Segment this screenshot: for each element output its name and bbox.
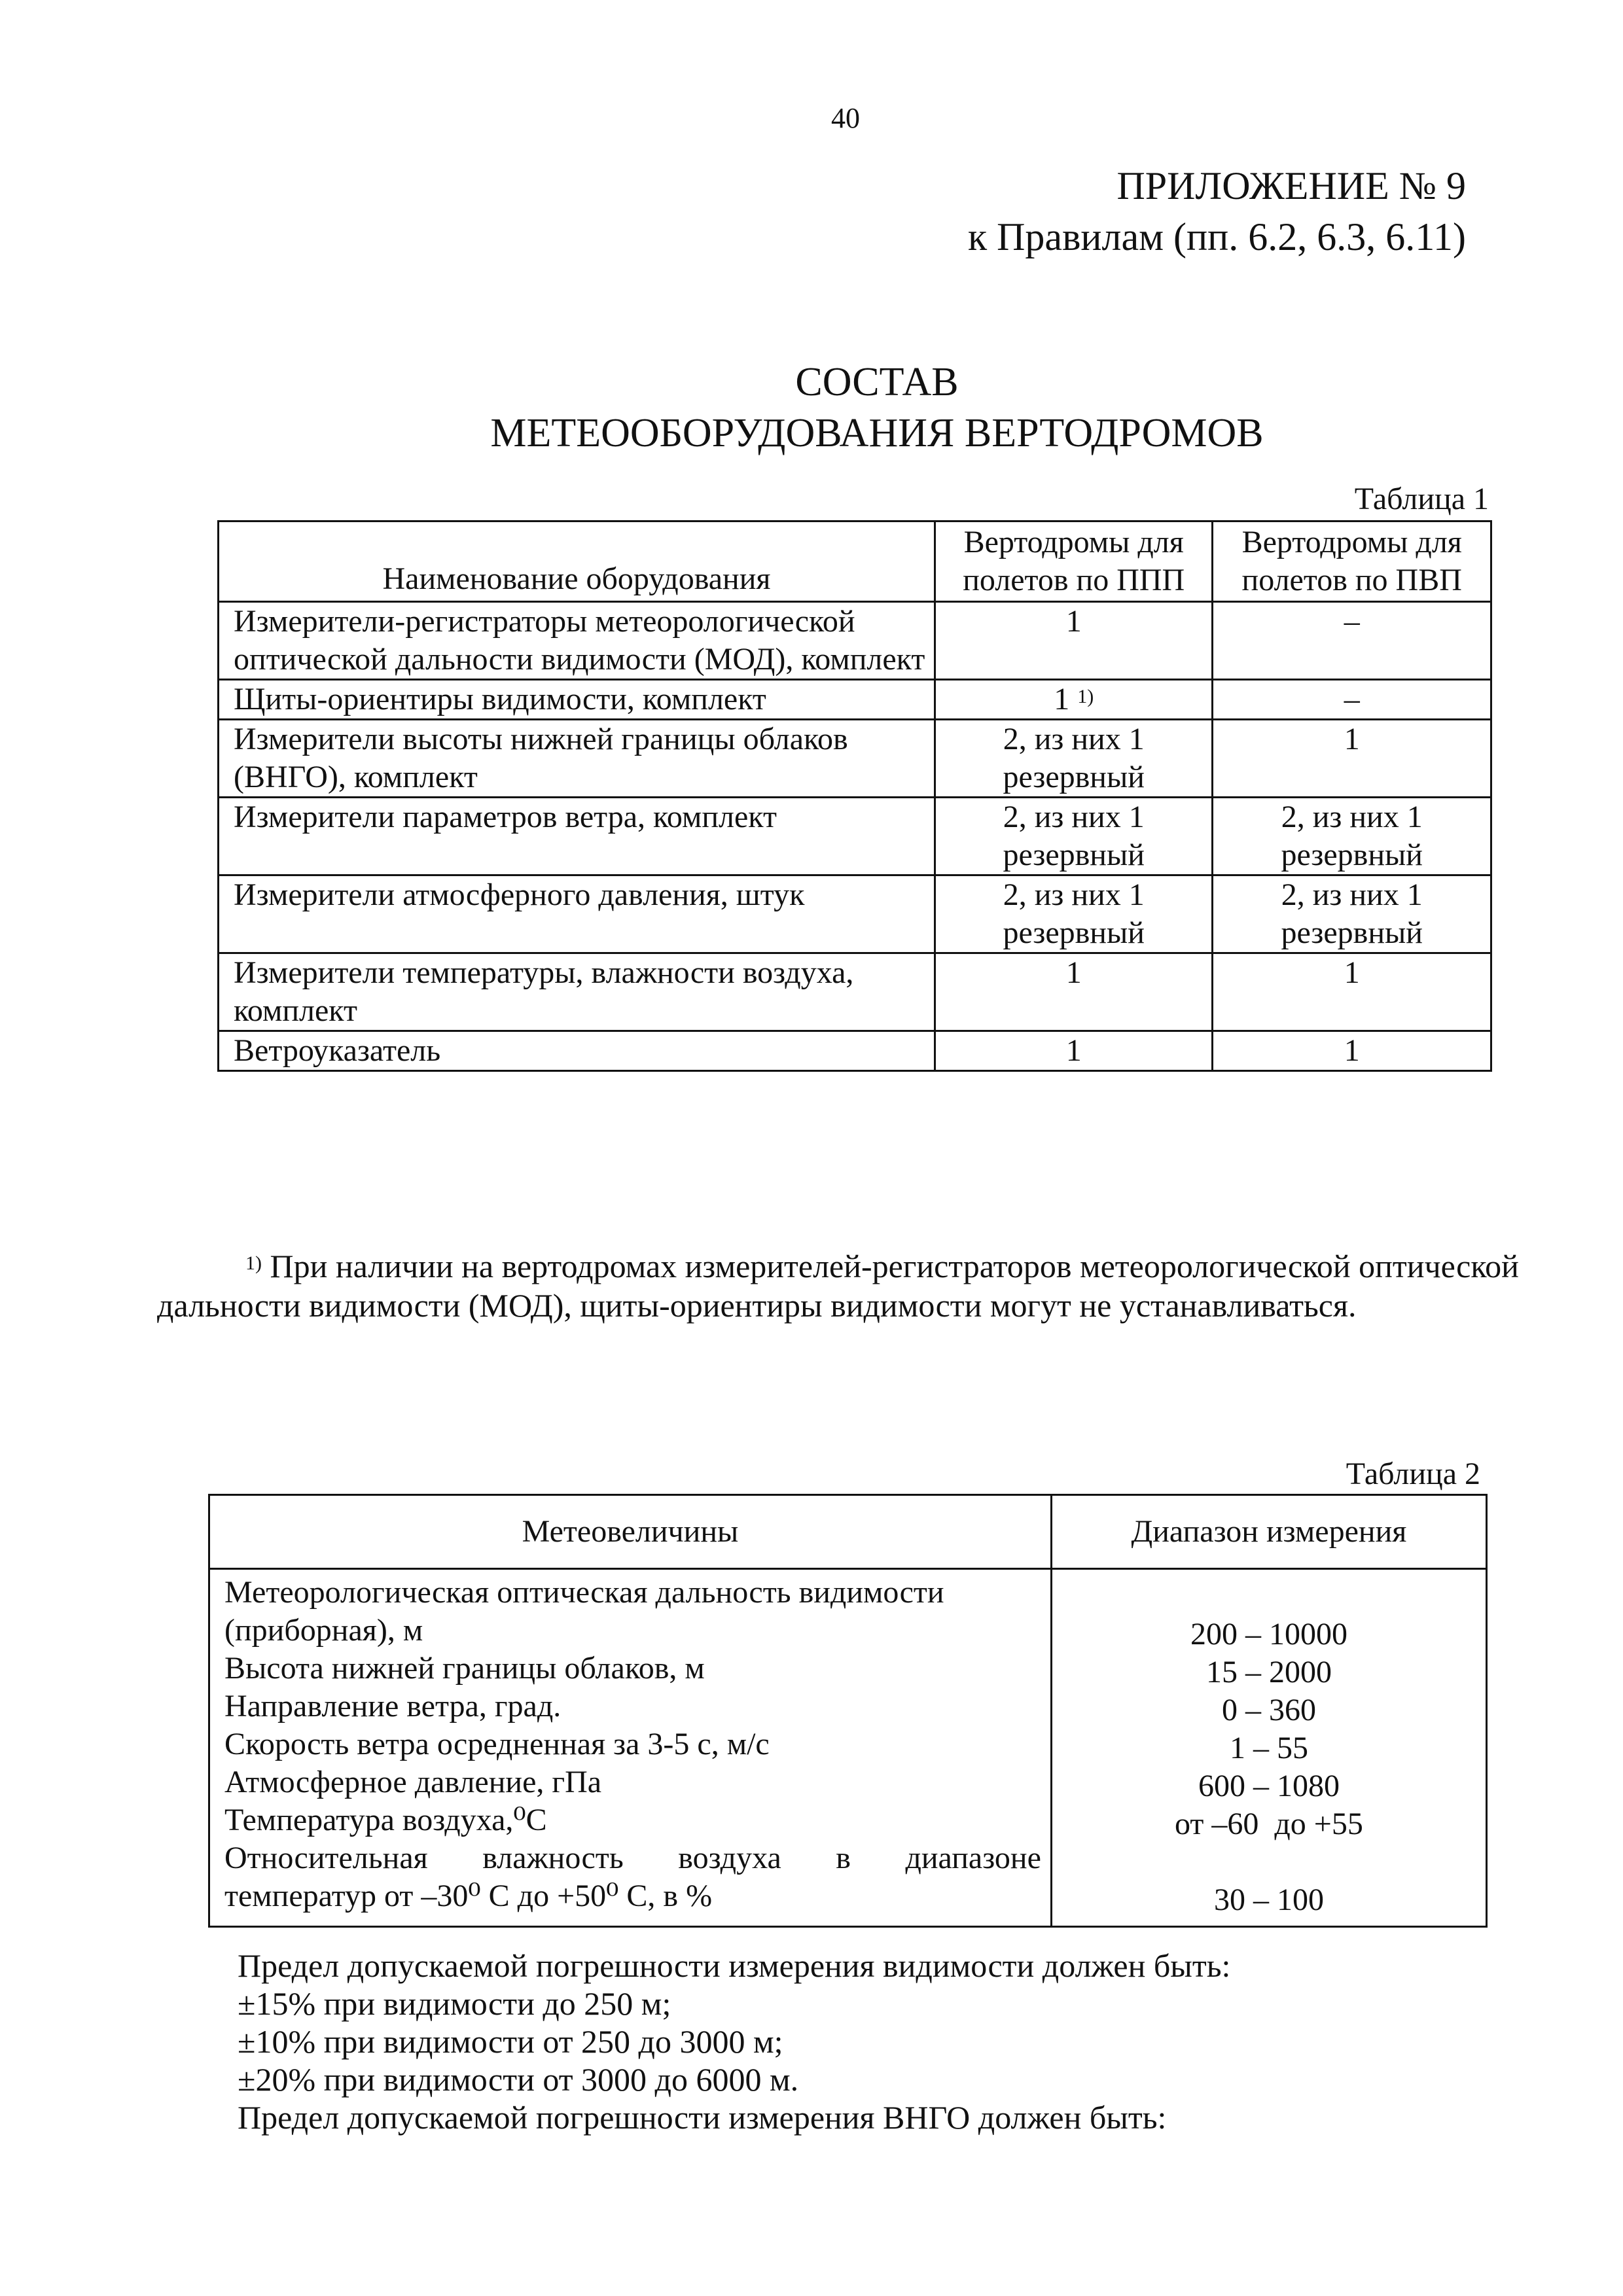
header-ifr: Вертодромы для полетов по ППП	[935, 521, 1213, 602]
ifr-value: 1	[1054, 682, 1070, 716]
equipment-name: Щиты-ориентиры видимости, комплект	[219, 680, 935, 720]
vfr-value: 1	[1213, 953, 1491, 1031]
parameter-name: Высота нижней границы облаков, м	[224, 1651, 705, 1686]
parameter-name: температур от –30⁰ С до +50⁰ С, в %	[224, 1879, 713, 1913]
measurement-ranges-table	[208, 1494, 1488, 1928]
page-number: 40	[831, 102, 860, 134]
table-header-row	[219, 521, 1491, 602]
ifr-value: 2, из них 1 резервный	[935, 798, 1213, 875]
text-line: Предел допускаемой погрешности измерения ВНГО должен быть:	[238, 2099, 1167, 2136]
range-value: 30 – 100	[1213, 1882, 1324, 1917]
vfr-value: 1	[1213, 720, 1491, 798]
text-line: ±10% при видимости от 250 до 3000 м;	[238, 2023, 783, 2060]
title-line-1: СОСТАВ	[795, 360, 959, 404]
vfr-value: 2, из них 1 резервный	[1213, 875, 1491, 953]
table-row	[219, 602, 1491, 680]
ifr-value: 2, из них 1 резервный	[935, 720, 1213, 798]
table-row	[219, 680, 1491, 720]
vfr-value: 1	[1213, 1031, 1491, 1071]
appendix-title: ПРИЛОЖЕНИЕ № 9	[1116, 164, 1466, 207]
footnote-text: При наличии на вертодромах измерителей-регистраторов метеорологической оптической дальности видимости (МОД), щиты-ориентиры видимости могут не устанавливаться.	[157, 1248, 1519, 1324]
parameter-name: Метеорологическая оптическая дальность видимости (приборная), м	[224, 1575, 944, 1648]
parameter-name: Температура воздуха,⁰С	[224, 1803, 547, 1837]
table-row	[219, 720, 1491, 798]
equipment-name: Измерители атмосферного давления, штук	[219, 875, 935, 953]
ifr-value: 1	[935, 602, 1213, 680]
table-row	[209, 1569, 1487, 1927]
parameter-name: Направление ветра, град.	[224, 1689, 562, 1723]
range-value: 0 – 360	[1221, 1693, 1316, 1727]
parameter-name: Скорость ветра осредненная за 3-5 с, м/с	[224, 1727, 770, 1761]
table-row	[219, 953, 1491, 1031]
range-value: 1 – 55	[1229, 1731, 1308, 1765]
range-spacer	[1056, 1843, 1482, 1881]
table2-caption: Таблица 2	[1346, 1457, 1480, 1491]
footnote-ref: 1)	[1077, 686, 1094, 707]
header-vfr: Вертодромы для полетов по ПВП	[1213, 521, 1491, 602]
document-title	[0, 357, 1623, 459]
parameter-name: Атмосферное давление, гПа	[224, 1765, 602, 1799]
range-value: 200 – 10000	[1190, 1617, 1347, 1651]
title-line-2: МЕТЕООБОРУДОВАНИЯ ВЕРТОДРОМОВ	[490, 411, 1264, 455]
table-row	[219, 875, 1491, 953]
text-line: ±20% при видимости от 3000 до 6000 м.	[238, 2061, 799, 2098]
footnote	[157, 1246, 1558, 1325]
range-value: 600 – 1080	[1198, 1769, 1340, 1803]
equipment-name: Измерители параметров ветра, комплект	[219, 798, 935, 875]
accuracy-requirements	[238, 1947, 1230, 2136]
equipment-table	[217, 520, 1492, 1072]
table-header-row	[209, 1495, 1487, 1569]
header-range: Диапазон измерения	[1051, 1495, 1486, 1569]
table-row	[219, 798, 1491, 875]
vfr-value: –	[1213, 602, 1491, 680]
footnote-mark: 1)	[245, 1252, 262, 1274]
ifr-value-cell	[935, 680, 1213, 720]
equipment-name: Измерители-регистраторы метеорологической оптической дальности видимости (МОД), комплект	[219, 602, 935, 680]
table1-caption: Таблица 1	[1354, 482, 1489, 516]
ifr-value: 1	[935, 1031, 1213, 1071]
parameters-cell	[209, 1569, 1052, 1927]
equipment-name: Измерители высоты нижней границы облаков (ВНГО), комплект	[219, 720, 935, 798]
parameter-name: Относительная влажность воздуха в диапазоне	[224, 1841, 1041, 1875]
header-equipment: Наименование оборудования	[219, 521, 935, 602]
appendix-reference: к Правилам (пп. 6.2, 6.3, 6.11)	[967, 215, 1466, 258]
equipment-name: Измерители температуры, влажности воздуха, комплект	[219, 953, 935, 1031]
ranges-cell	[1051, 1569, 1486, 1927]
range-value: от –60 до +55	[1175, 1807, 1363, 1841]
vfr-value: 2, из них 1 резервный	[1213, 798, 1491, 875]
header-parameter: Метеовеличины	[209, 1495, 1052, 1569]
text-line: Предел допускаемой погрешности измерения видимости должен быть:	[238, 1947, 1231, 1984]
appendix-header	[968, 160, 1466, 262]
equipment-name: Ветроуказатель	[219, 1031, 935, 1071]
text-line: ±15% при видимости до 250 м;	[238, 1985, 671, 2022]
vfr-value: –	[1213, 680, 1491, 720]
table-row	[219, 1031, 1491, 1071]
ifr-value: 2, из них 1 резервный	[935, 875, 1213, 953]
range-value: 15 – 2000	[1205, 1655, 1332, 1689]
ifr-value: 1	[935, 953, 1213, 1031]
